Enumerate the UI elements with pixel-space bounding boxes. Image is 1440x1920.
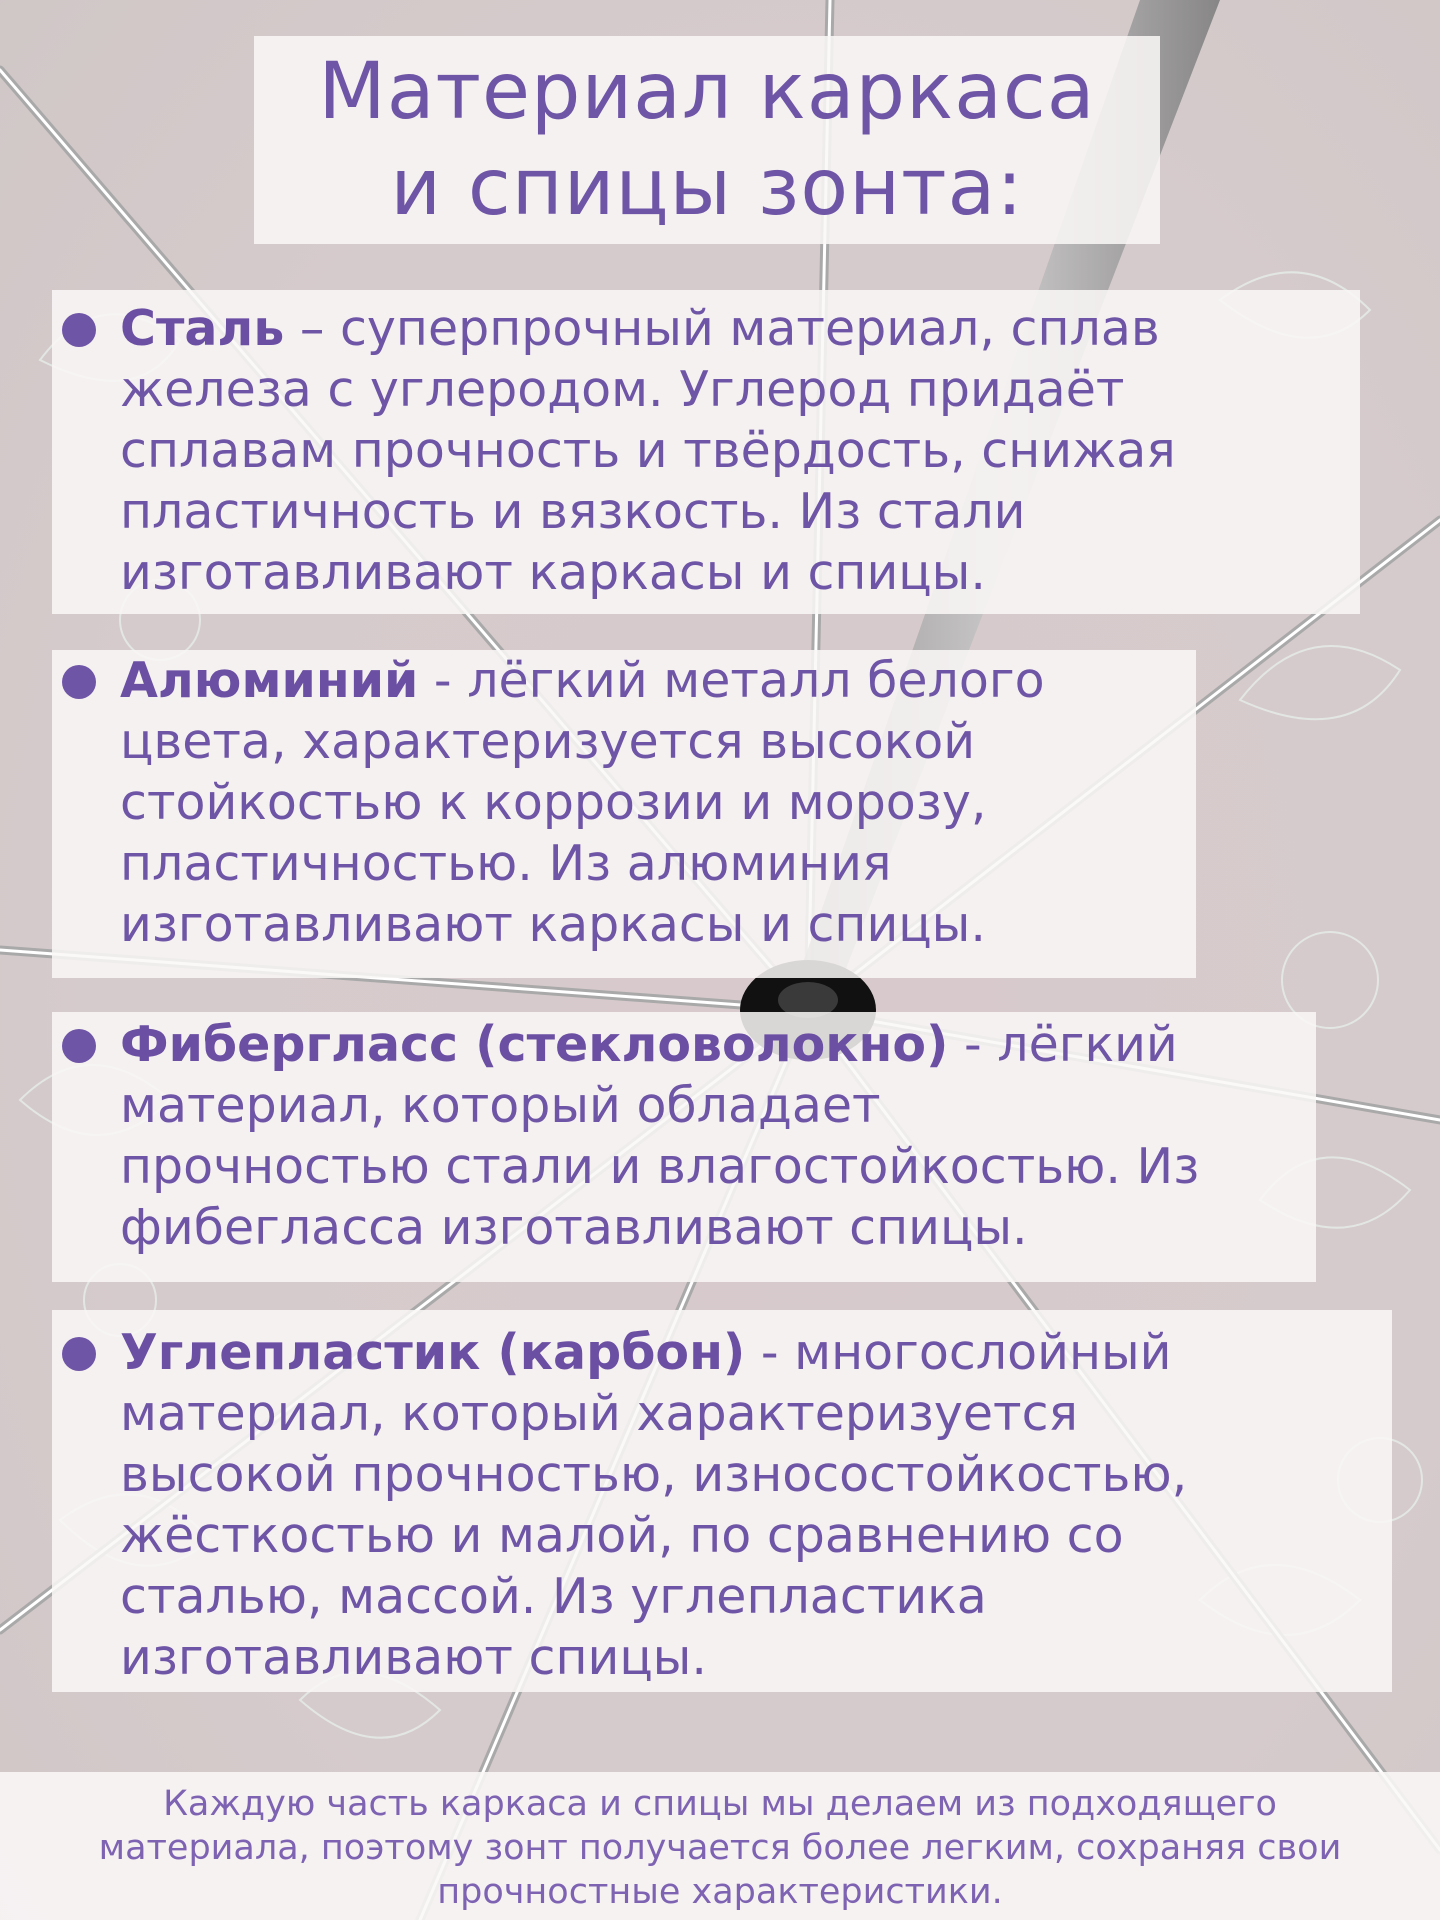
footer-panel	[0, 1772, 1440, 1920]
item-text	[120, 650, 1240, 955]
title-panel	[254, 36, 1160, 244]
item-term: Фибергласс (стекловолокно)	[120, 1016, 949, 1073]
item-description: – суперпрочный материал, сплав железа с углеродом. Углерод придаёт сплавам прочность и твёрдость, снижая пластичность и вязкость. Из стали изготавливают каркасы и спицы.	[120, 300, 1176, 601]
item-text	[120, 1322, 1440, 1688]
page-title: Материал каркаса и спицы зонта:	[318, 47, 1096, 233]
footer-note: Каждую часть каркаса и спицы мы делаем из подходящего материала, поэтому зонт получается более легким, сохраняя свои прочностные характеристики.	[98, 1784, 1342, 1912]
item-text	[120, 1014, 1440, 1258]
item-term: Углепластик (карбон)	[120, 1324, 746, 1381]
bullet-icon	[62, 313, 96, 347]
item-description: - многослойный материал, который характеризуется высокой прочностью, износостойкостью, жёсткостью и малой, по сравнению со сталью, массой. Из углепластика изготавливают спицы.	[120, 1324, 1188, 1686]
item-description: - лёгкий материал, который обладает прочностью стали и влагостойкостью. Из фибегласса изготавливают спицы.	[120, 1016, 1200, 1256]
bullet-icon	[62, 1029, 96, 1063]
bullet-icon	[62, 1337, 96, 1371]
bullet-icon	[62, 665, 96, 699]
item-description: - лёгкий металл белого цвета, характеризуется высокой стойкостью к коррозии и морозу, пластичностью. Из алюминия изготавливают каркасы и спицы.	[120, 652, 1045, 953]
item-text	[120, 298, 1420, 603]
item-term: Сталь	[120, 300, 285, 357]
item-term: Алюминий	[120, 652, 419, 709]
